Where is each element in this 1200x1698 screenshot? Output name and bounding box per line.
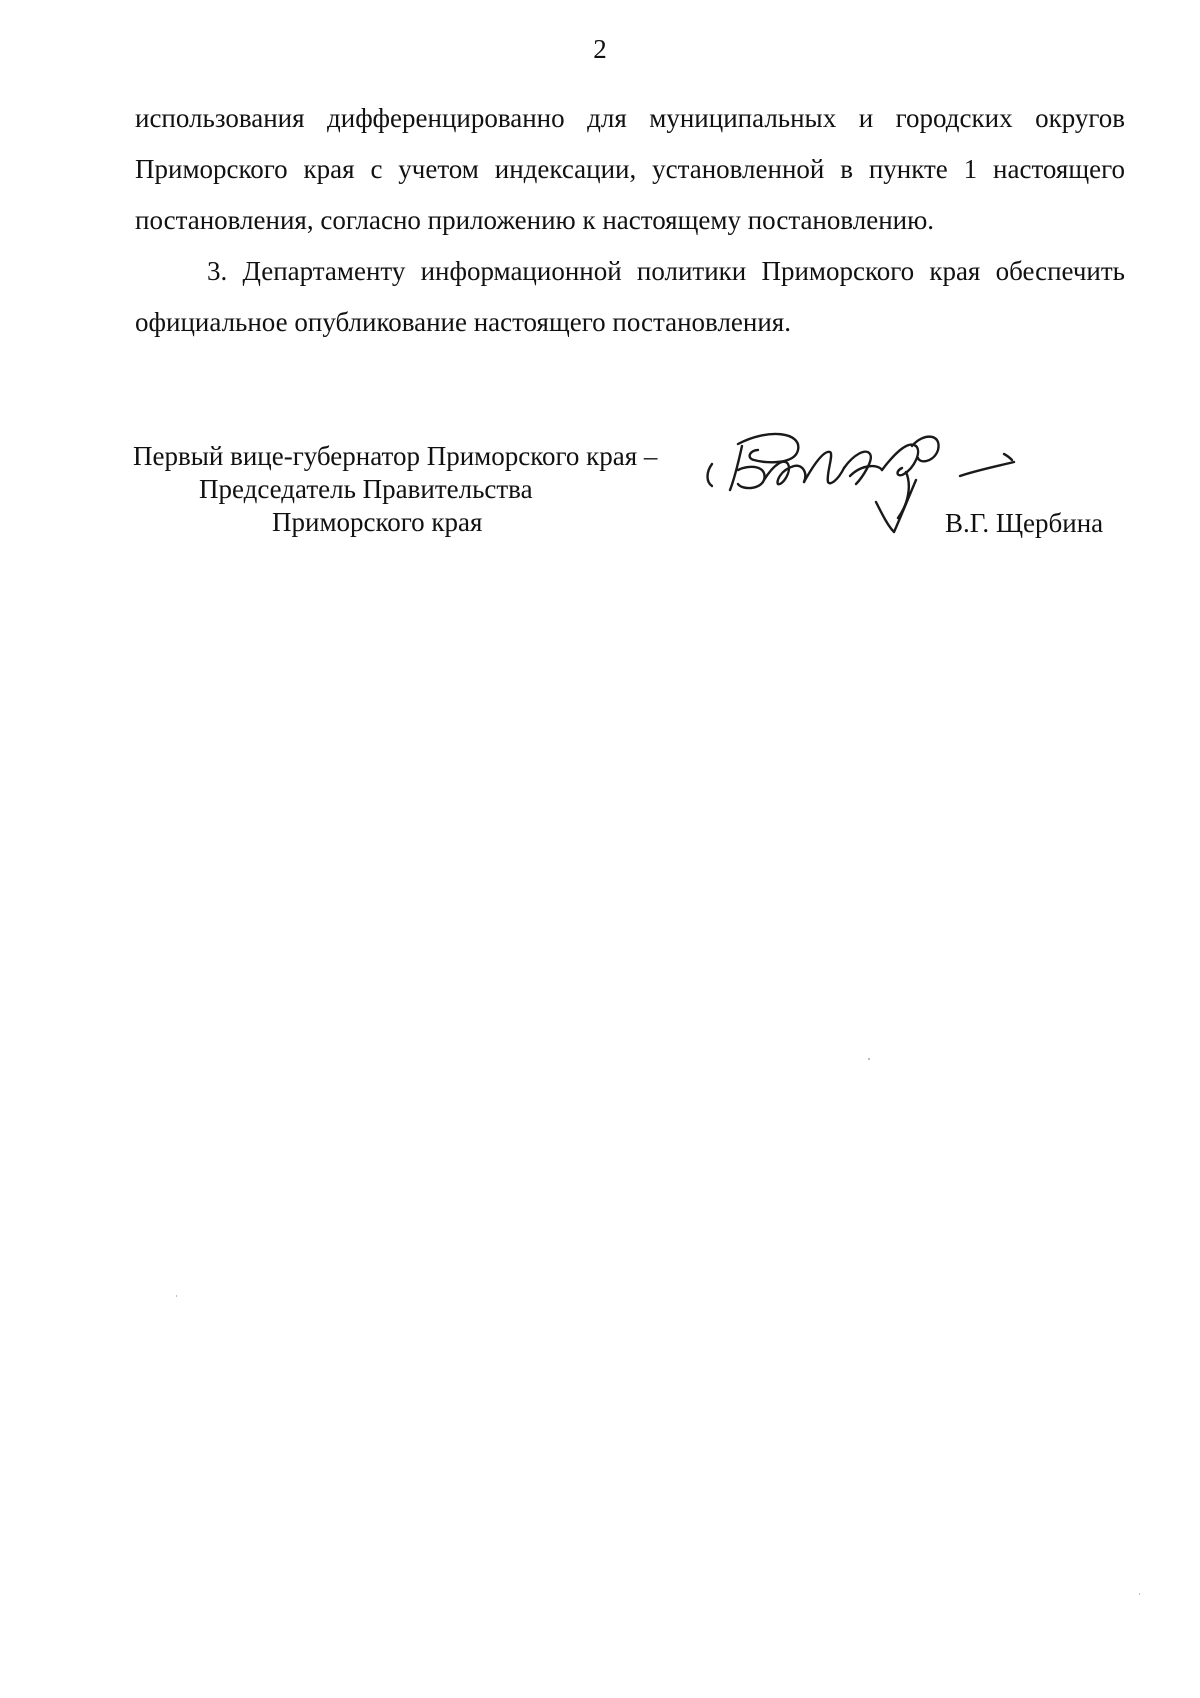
page-number: 2 xyxy=(593,34,607,64)
scan-speck xyxy=(868,1058,870,1060)
signer-position-line-1: Первый вице-губернатор Приморского края – xyxy=(133,441,658,471)
signer-position-line-3: Приморского края xyxy=(272,507,483,537)
paragraph-item-3: 3. Департаменту информационной политики Приморского края обеспечить официальное опубликование настоящего постановления. xyxy=(135,256,1125,337)
signer-position-line-2: Председатель Правительства xyxy=(199,474,533,504)
scan-speck xyxy=(1139,1593,1140,1595)
document-body xyxy=(135,93,1125,348)
paragraph-continuation: использования дифференцированно для муниципальных и городских округов Приморского края с учетом индексации, установленной в пункте 1 настоящего постановления, согласно приложению к настоящему постановлению. xyxy=(135,103,1125,235)
signature-block xyxy=(133,440,1125,550)
scan-speck xyxy=(176,1295,177,1297)
signer-name: В.Г. Щербина xyxy=(945,508,1104,538)
